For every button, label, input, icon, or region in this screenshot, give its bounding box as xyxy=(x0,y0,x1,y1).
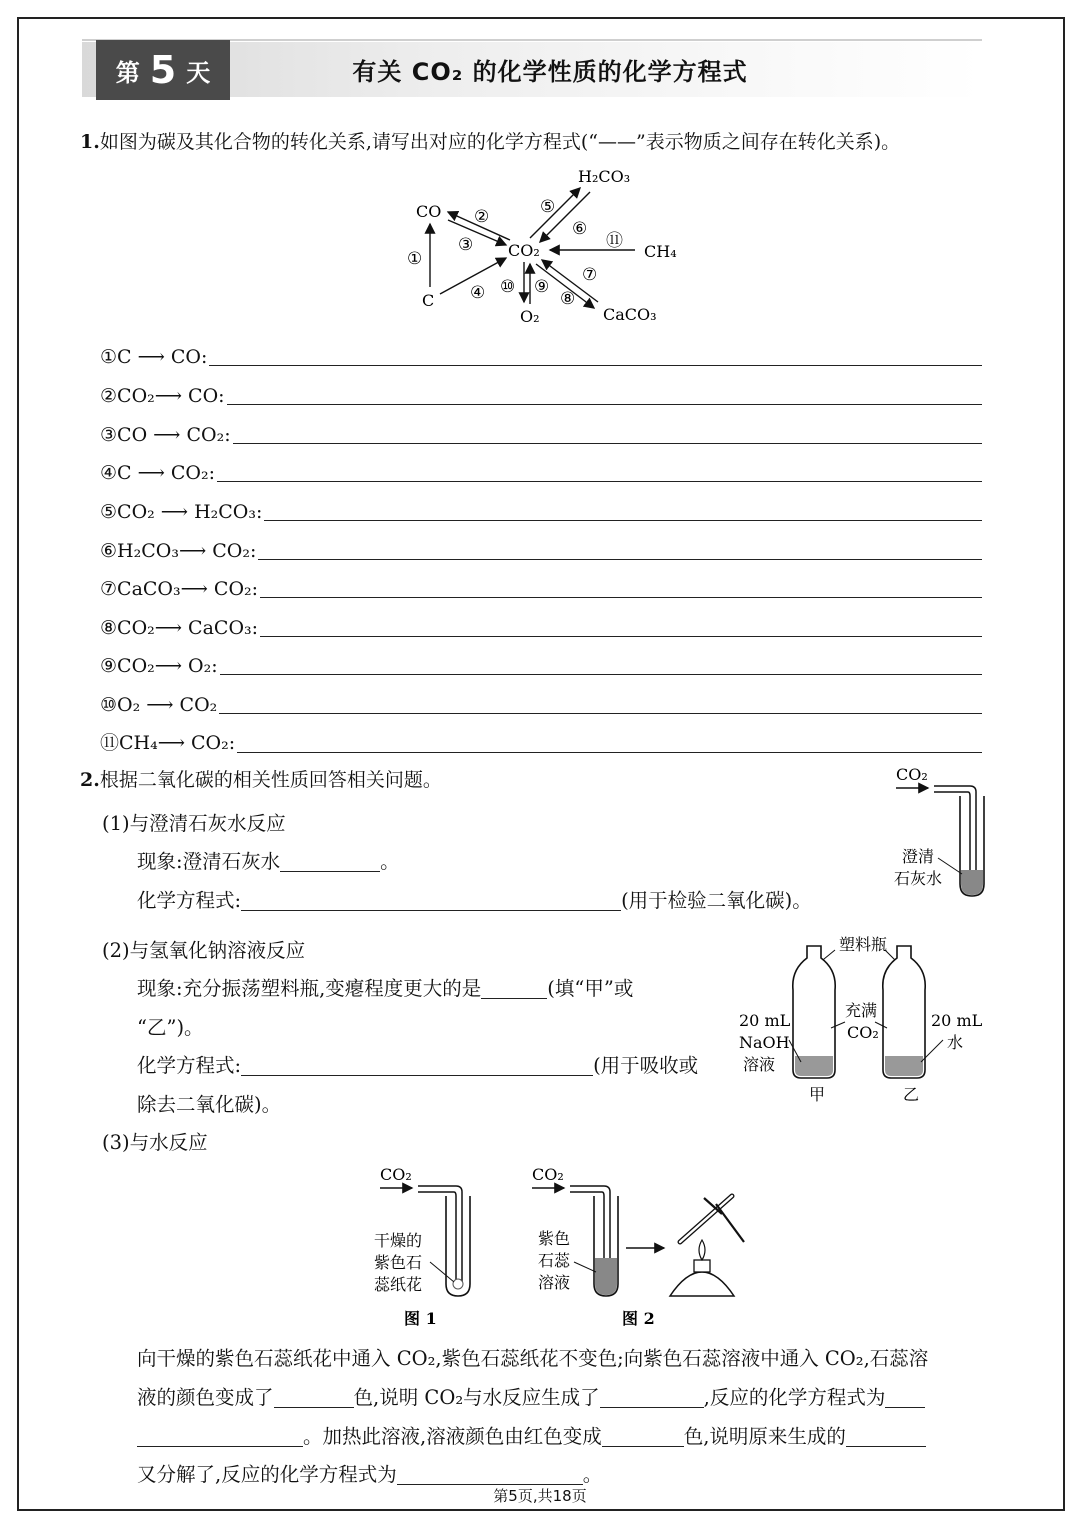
day-number: 5 xyxy=(149,48,177,92)
right-label-1: 20 mL xyxy=(931,1011,983,1030)
q2-text: 根据二氧化碳的相关性质回答相关问题。 xyxy=(99,769,442,791)
left-name: 甲 xyxy=(809,1085,826,1104)
plastic-bottles-figure xyxy=(735,928,985,1108)
fig1-label-2: 紫色石 xyxy=(374,1253,423,1272)
pointer-line xyxy=(430,1262,454,1282)
equation-row xyxy=(100,495,982,525)
left-label-1: 20 mL xyxy=(739,1011,791,1030)
delivery-tube-inner xyxy=(418,1192,456,1282)
right-label-2: 水 xyxy=(947,1033,964,1052)
fig2-label-2: 石蕊 xyxy=(538,1251,571,1270)
part2-equation-note: (用于吸收或 xyxy=(593,1054,699,1077)
day-tag xyxy=(96,40,230,100)
answer-line[interactable] xyxy=(237,751,982,753)
part2-equation-label: 化学方程式: xyxy=(137,1054,242,1077)
label-10: ⑩ xyxy=(500,277,516,297)
answer-blank[interactable] xyxy=(397,1466,583,1485)
litmus-solution xyxy=(595,1258,617,1284)
part1-phenomenon-label: 现象:澄清石灰水 xyxy=(137,850,281,873)
part3-text: 又分解了,反应的化学方程式为 xyxy=(137,1463,397,1486)
node-co2: CO₂ xyxy=(508,241,540,260)
label-6: ⑥ xyxy=(572,219,588,239)
paper-flower xyxy=(453,1279,463,1289)
part3-heading: (3)与水反应 xyxy=(102,1131,208,1154)
part2-phenomenon xyxy=(137,973,633,1001)
equation-row xyxy=(100,649,982,679)
fig1-label-3: 蕊纸花 xyxy=(374,1275,423,1294)
q2-number: 2. xyxy=(80,769,100,791)
label-2: ② xyxy=(474,207,490,227)
figure-2-caption: 图 2 xyxy=(622,1309,655,1328)
answer-blank[interactable] xyxy=(241,1057,593,1076)
equation-label: ④C ⟶ CO₂: xyxy=(100,462,216,484)
label-5: ⑤ xyxy=(540,197,556,217)
gas-label: CO₂ xyxy=(380,1165,412,1184)
node-o2: O₂ xyxy=(520,307,540,326)
answer-line[interactable] xyxy=(233,442,982,444)
node-ch4: CH₄ xyxy=(644,242,677,261)
answer-blank[interactable] xyxy=(241,892,621,911)
equation-row xyxy=(100,379,982,409)
lamp-neck xyxy=(694,1260,710,1272)
equation-row xyxy=(100,727,982,757)
bottle-label: 塑料瓶 xyxy=(839,935,888,954)
label-1: ① xyxy=(407,249,423,269)
q2-stem xyxy=(80,768,442,792)
part1-equation-label: 化学方程式: xyxy=(137,889,242,912)
fill-label-1: 充满 xyxy=(845,1001,878,1020)
answer-blank[interactable] xyxy=(481,980,547,999)
part2-equation-line2: 除去二氧化碳)。 xyxy=(137,1093,282,1116)
answer-blank[interactable] xyxy=(600,1389,704,1408)
part3-line1: 向干燥的紫色石蕊纸花中通入 CO₂,紫色石蕊纸花不变色;向紫色石蕊溶液中通入 CO₂,石蕊溶 xyxy=(137,1347,929,1370)
part1-phenomenon-end: 。 xyxy=(380,850,400,873)
answer-line[interactable] xyxy=(260,596,982,598)
limewater-figure xyxy=(890,762,990,904)
node-c: C xyxy=(422,291,435,310)
part1-equation xyxy=(137,885,812,913)
answer-line[interactable] xyxy=(260,635,982,637)
node-co: CO xyxy=(416,202,442,221)
equation-label: ⑨CO₂⟶ O₂: xyxy=(100,655,218,677)
answer-blank[interactable] xyxy=(280,853,380,872)
label-4: ④ xyxy=(470,283,486,303)
part3-text: ,反应的化学方程式为 xyxy=(703,1386,886,1409)
right-name: 乙 xyxy=(903,1085,920,1104)
equation-label: ①C ⟶ CO: xyxy=(100,346,208,368)
answer-blank[interactable] xyxy=(885,1389,925,1408)
page-title: 有关 CO₂ 的化学性质的化学方程式 xyxy=(352,58,748,86)
part3-text: 。加热此溶液,溶液颜色由红色变成 xyxy=(303,1425,602,1448)
equation-label: ⑩O₂ ⟶ CO₂ xyxy=(100,694,218,716)
water xyxy=(885,1056,923,1076)
q1-stem xyxy=(80,130,900,154)
node-caco3: CaCO₃ xyxy=(603,305,657,324)
part2-phenomenon-fill: (填“甲”或 xyxy=(547,977,634,1000)
equation-label: ⑪CH₄⟶ CO₂: xyxy=(100,732,236,754)
fig2-label-1: 紫色 xyxy=(538,1229,571,1248)
equation-row xyxy=(100,688,982,718)
answer-blank[interactable] xyxy=(602,1428,684,1447)
equation-label: ⑦CaCO₃⟶ CO₂: xyxy=(100,578,259,600)
gas-label: CO₂ xyxy=(896,765,928,784)
pointer-line xyxy=(574,1262,596,1272)
answer-line[interactable] xyxy=(264,519,982,521)
part2-equation xyxy=(137,1050,698,1078)
flame xyxy=(699,1240,705,1260)
left-label-2: NaOH xyxy=(739,1033,790,1052)
answer-line[interactable] xyxy=(217,480,982,482)
equation-row xyxy=(100,456,982,486)
day-prefix: 第 xyxy=(115,58,140,87)
test-tube-holder xyxy=(716,1204,744,1242)
fill-label-2: CO₂ xyxy=(847,1023,879,1042)
alcohol-lamp xyxy=(670,1272,734,1296)
equation-label: ⑧CO₂⟶ CaCO₃: xyxy=(100,617,259,639)
part1-equation-note: (用于检验二氧化碳)。 xyxy=(621,889,812,912)
answer-blank[interactable] xyxy=(846,1428,926,1447)
answer-line[interactable] xyxy=(220,673,982,675)
equation-label: ②CO₂⟶ CO: xyxy=(100,385,225,407)
equation-row xyxy=(100,611,982,641)
part3-text: 色,说明原来生成的 xyxy=(683,1425,846,1448)
carbon-conversion-diagram xyxy=(400,162,700,332)
label-8: ⑧ xyxy=(560,289,576,309)
equation-row xyxy=(100,340,982,370)
part3-text: 色,说明 CO₂与水反应生成了 xyxy=(353,1386,600,1409)
fig2-label-3: 溶液 xyxy=(538,1273,571,1292)
answer-line[interactable] xyxy=(209,364,982,366)
limewater-liquid xyxy=(961,870,983,884)
answer-blank[interactable] xyxy=(137,1428,303,1447)
part3-text: 液的颜色变成了 xyxy=(137,1386,274,1409)
equation-label: ⑤CO₂ ⟶ H₂CO₃: xyxy=(100,501,263,523)
label-line1: 澄清 xyxy=(902,847,935,866)
equation-row xyxy=(100,572,982,602)
answer-line[interactable] xyxy=(219,712,982,714)
part3-line2 xyxy=(137,1382,925,1410)
equation-label: ⑥H₂CO₃⟶ CO₂: xyxy=(100,540,257,562)
label-11: ⑪ xyxy=(606,231,623,251)
answer-blank[interactable] xyxy=(274,1389,354,1408)
node-h2co3: H₂CO₃ xyxy=(578,167,631,186)
part1-heading: (1)与澄清石灰水反应 xyxy=(102,812,286,835)
part2-phenomenon-line2: “乙”)。 xyxy=(137,1016,204,1039)
figure-1-caption: 图 1 xyxy=(404,1309,437,1328)
figure-2 xyxy=(530,1158,760,1330)
label-line2: 石灰水 xyxy=(894,869,943,888)
day-suffix: 天 xyxy=(186,58,211,87)
part1-phenomenon xyxy=(137,846,400,874)
naoh-solution xyxy=(795,1056,833,1076)
label-3: ③ xyxy=(458,235,474,255)
page-number: 第5页,共18页 xyxy=(493,1487,587,1505)
part3-line4 xyxy=(137,1459,602,1487)
figure-1 xyxy=(370,1158,480,1330)
label-9: ⑨ xyxy=(534,277,550,297)
equation-label: ③CO ⟶ CO₂: xyxy=(100,424,231,446)
label-7: ⑦ xyxy=(582,265,598,285)
part2-phenomenon-label: 现象:充分振荡塑料瓶,变瘪程度更大的是 xyxy=(137,977,482,1000)
part3-line3 xyxy=(137,1421,926,1449)
part2-heading: (2)与氢氧化钠溶液反应 xyxy=(102,939,306,962)
gas-label: CO₂ xyxy=(532,1165,564,1184)
equation-row xyxy=(100,534,982,564)
fig1-label-1: 干燥的 xyxy=(374,1231,423,1250)
left-label-3: 溶液 xyxy=(743,1055,776,1074)
answer-line[interactable] xyxy=(258,558,982,560)
q1-number: 1. xyxy=(80,131,100,153)
answer-line[interactable] xyxy=(227,403,982,405)
equation-row xyxy=(100,418,982,448)
heated-tube-inner xyxy=(680,1196,732,1242)
q1-text: 如图为碳及其化合物的转化关系,请写出对应的化学方程式(“——”表示物质之间存在转化关系)。 xyxy=(99,131,901,153)
part3-text: 。 xyxy=(582,1463,603,1486)
